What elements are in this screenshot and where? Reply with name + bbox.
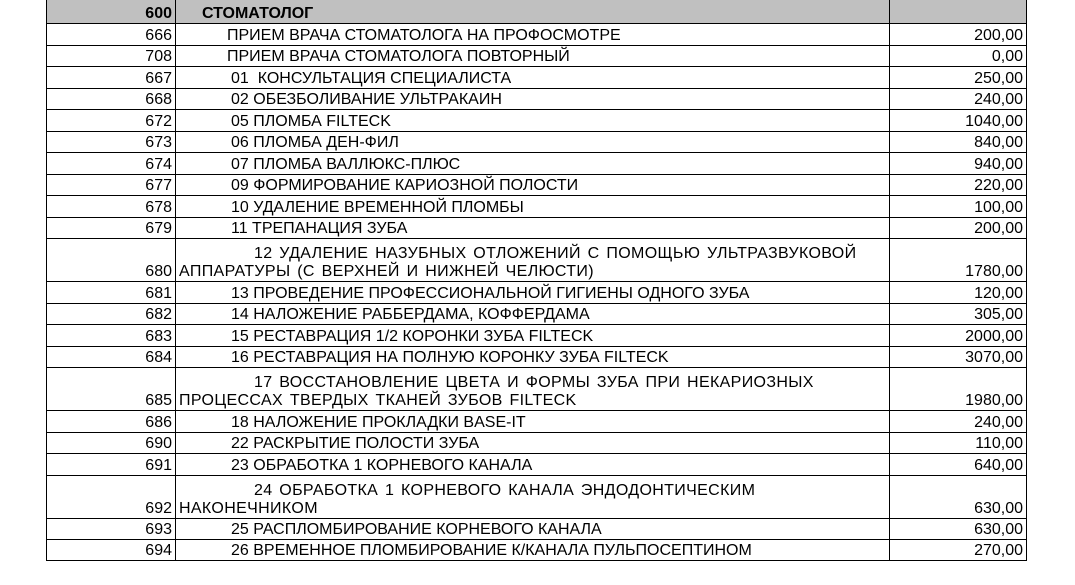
service-name: 01 КОНСУЛЬТАЦИЯ СПЕЦИАЛИСТА (176, 67, 890, 89)
service-code: 693 (47, 518, 176, 540)
service-price: 240,00 (890, 411, 1027, 433)
service-price: 0,00 (890, 45, 1027, 67)
service-name: 26 ВРЕМЕННОЕ ПЛОМБИРОВАНИЕ К/КАНАЛА ПУЛЬПОСЕПТИНОМ (176, 540, 890, 561)
service-code: 668 (47, 88, 176, 110)
service-price: 200,00 (890, 24, 1027, 46)
table-row (47, 518, 1027, 540)
service-code: 686 (47, 411, 176, 433)
service-code: 666 (47, 24, 176, 46)
table-row (47, 217, 1027, 239)
service-price: 630,00 (890, 475, 1027, 518)
table-row (47, 174, 1027, 196)
service-code: 681 (47, 282, 176, 304)
service-name: 11 ТРЕПАНАЦИЯ ЗУБА (176, 217, 890, 239)
service-name: 09 ФОРМИРОВАНИЕ КАРИОЗНОЙ ПОЛОСТИ (176, 174, 890, 196)
service-name: 23 ОБРАБОТКА 1 КОРНЕВОГО КАНАЛА (176, 454, 890, 476)
table-row (47, 239, 1027, 282)
service-code: 692 (47, 475, 176, 518)
service-name: ПРИЕМ ВРАЧА СТОМАТОЛОГА ПОВТОРНЫЙ (176, 45, 890, 67)
service-name: 13 ПРОВЕДЕНИЕ ПРОФЕССИОНАЛЬНОЙ ГИГИЕНЫ ОДНОГО ЗУБА (176, 282, 890, 304)
table-row (47, 303, 1027, 325)
table-row (47, 454, 1027, 476)
table-row (47, 110, 1027, 132)
service-name: 06 ПЛОМБА ДЕН-ФИЛ (176, 131, 890, 153)
service-price: 100,00 (890, 196, 1027, 218)
table-row (47, 45, 1027, 67)
service-price: 640,00 (890, 454, 1027, 476)
service-code: 708 (47, 45, 176, 67)
service-price: 630,00 (890, 518, 1027, 540)
table-row (47, 24, 1027, 46)
table-row (47, 88, 1027, 110)
service-name: 24 ОБРАБОТКА 1 КОРНЕВОГО КАНАЛА ЭНДОДОНТИЧЕСКИМ НАКОНЕЧНИКОМ (176, 475, 890, 518)
service-price: 840,00 (890, 131, 1027, 153)
service-name: 22 РАСКРЫТИЕ ПОЛОСТИ ЗУБА (176, 432, 890, 454)
service-price: 2000,00 (890, 325, 1027, 347)
service-name: 10 УДАЛЕНИЕ ВРЕМЕННОЙ ПЛОМБЫ (176, 196, 890, 218)
service-price: 110,00 (890, 432, 1027, 454)
table-row (47, 196, 1027, 218)
service-code: 679 (47, 217, 176, 239)
service-code: 685 (47, 368, 176, 411)
service-code: 667 (47, 67, 176, 89)
service-code: 673 (47, 131, 176, 153)
service-name: 25 РАСПЛОМБИРОВАНИЕ КОРНЕВОГО КАНАЛА (176, 518, 890, 540)
section-code: 600 (47, 0, 176, 24)
section-name: СТОМАТОЛОГ (176, 0, 890, 24)
table-row (47, 67, 1027, 89)
service-price: 240,00 (890, 88, 1027, 110)
service-name: 05 ПЛОМБА FILTECK (176, 110, 890, 132)
service-code: 682 (47, 303, 176, 325)
service-price: 1980,00 (890, 368, 1027, 411)
table-row (47, 282, 1027, 304)
service-price: 120,00 (890, 282, 1027, 304)
price-table-body (47, 0, 1027, 561)
service-name: 12 УДАЛЕНИЕ НАЗУБНЫХ ОТЛОЖЕНИЙ С ПОМОЩЬЮ УЛЬТРАЗВУКОВОЙ АППАРАТУРЫ (С ВЕРХНЕЙ И НИЖНЕЙ ЧЕЛЮСТИ) (176, 239, 890, 282)
service-name: 18 НАЛОЖЕНИЕ ПРОКЛАДКИ BASE-IT (176, 411, 890, 433)
service-code: 691 (47, 454, 176, 476)
service-code: 684 (47, 346, 176, 368)
table-row (47, 432, 1027, 454)
service-name: ПРИЕМ ВРАЧА СТОМАТОЛОГА НА ПРОФОСМОТРЕ (176, 24, 890, 46)
service-price: 940,00 (890, 153, 1027, 175)
table-row (47, 475, 1027, 518)
service-price: 270,00 (890, 540, 1027, 561)
service-code: 683 (47, 325, 176, 347)
service-name: 07 ПЛОМБА ВАЛЛЮКС-ПЛЮС (176, 153, 890, 175)
service-name: 16 РЕСТАВРАЦИЯ НА ПОЛНУЮ КОРОНКУ ЗУБА FILTECK (176, 346, 890, 368)
table-row (47, 368, 1027, 411)
table-row (47, 411, 1027, 433)
table-row (47, 153, 1027, 175)
table-row (47, 540, 1027, 561)
section-header-row (47, 0, 1027, 24)
service-price: 250,00 (890, 67, 1027, 89)
service-price: 1040,00 (890, 110, 1027, 132)
service-code: 674 (47, 153, 176, 175)
service-code: 672 (47, 110, 176, 132)
price-table (46, 0, 1027, 561)
service-price: 3070,00 (890, 346, 1027, 368)
service-code: 678 (47, 196, 176, 218)
service-price: 200,00 (890, 217, 1027, 239)
table-row (47, 131, 1027, 153)
service-price: 220,00 (890, 174, 1027, 196)
table-row (47, 346, 1027, 368)
section-price (890, 0, 1027, 24)
service-code: 677 (47, 174, 176, 196)
service-name: 14 НАЛОЖЕНИЕ РАББЕРДАМА, КОФФЕРДАМА (176, 303, 890, 325)
service-code: 680 (47, 239, 176, 282)
service-name: 17 ВОССТАНОВЛЕНИЕ ЦВЕТА И ФОРМЫ ЗУБА ПРИ НЕКАРИОЗНЫХ ПРОЦЕССАХ ТВЕРДЫХ ТКАНЕЙ ЗУБОВ FILTECK (176, 368, 890, 411)
service-price: 1780,00 (890, 239, 1027, 282)
service-code: 690 (47, 432, 176, 454)
service-code: 694 (47, 540, 176, 561)
service-price: 305,00 (890, 303, 1027, 325)
service-name: 15 РЕСТАВРАЦИЯ 1/2 КОРОНКИ ЗУБА FILTECK (176, 325, 890, 347)
service-name: 02 ОБЕЗБОЛИВАНИЕ УЛЬТРАКАИН (176, 88, 890, 110)
table-row (47, 325, 1027, 347)
